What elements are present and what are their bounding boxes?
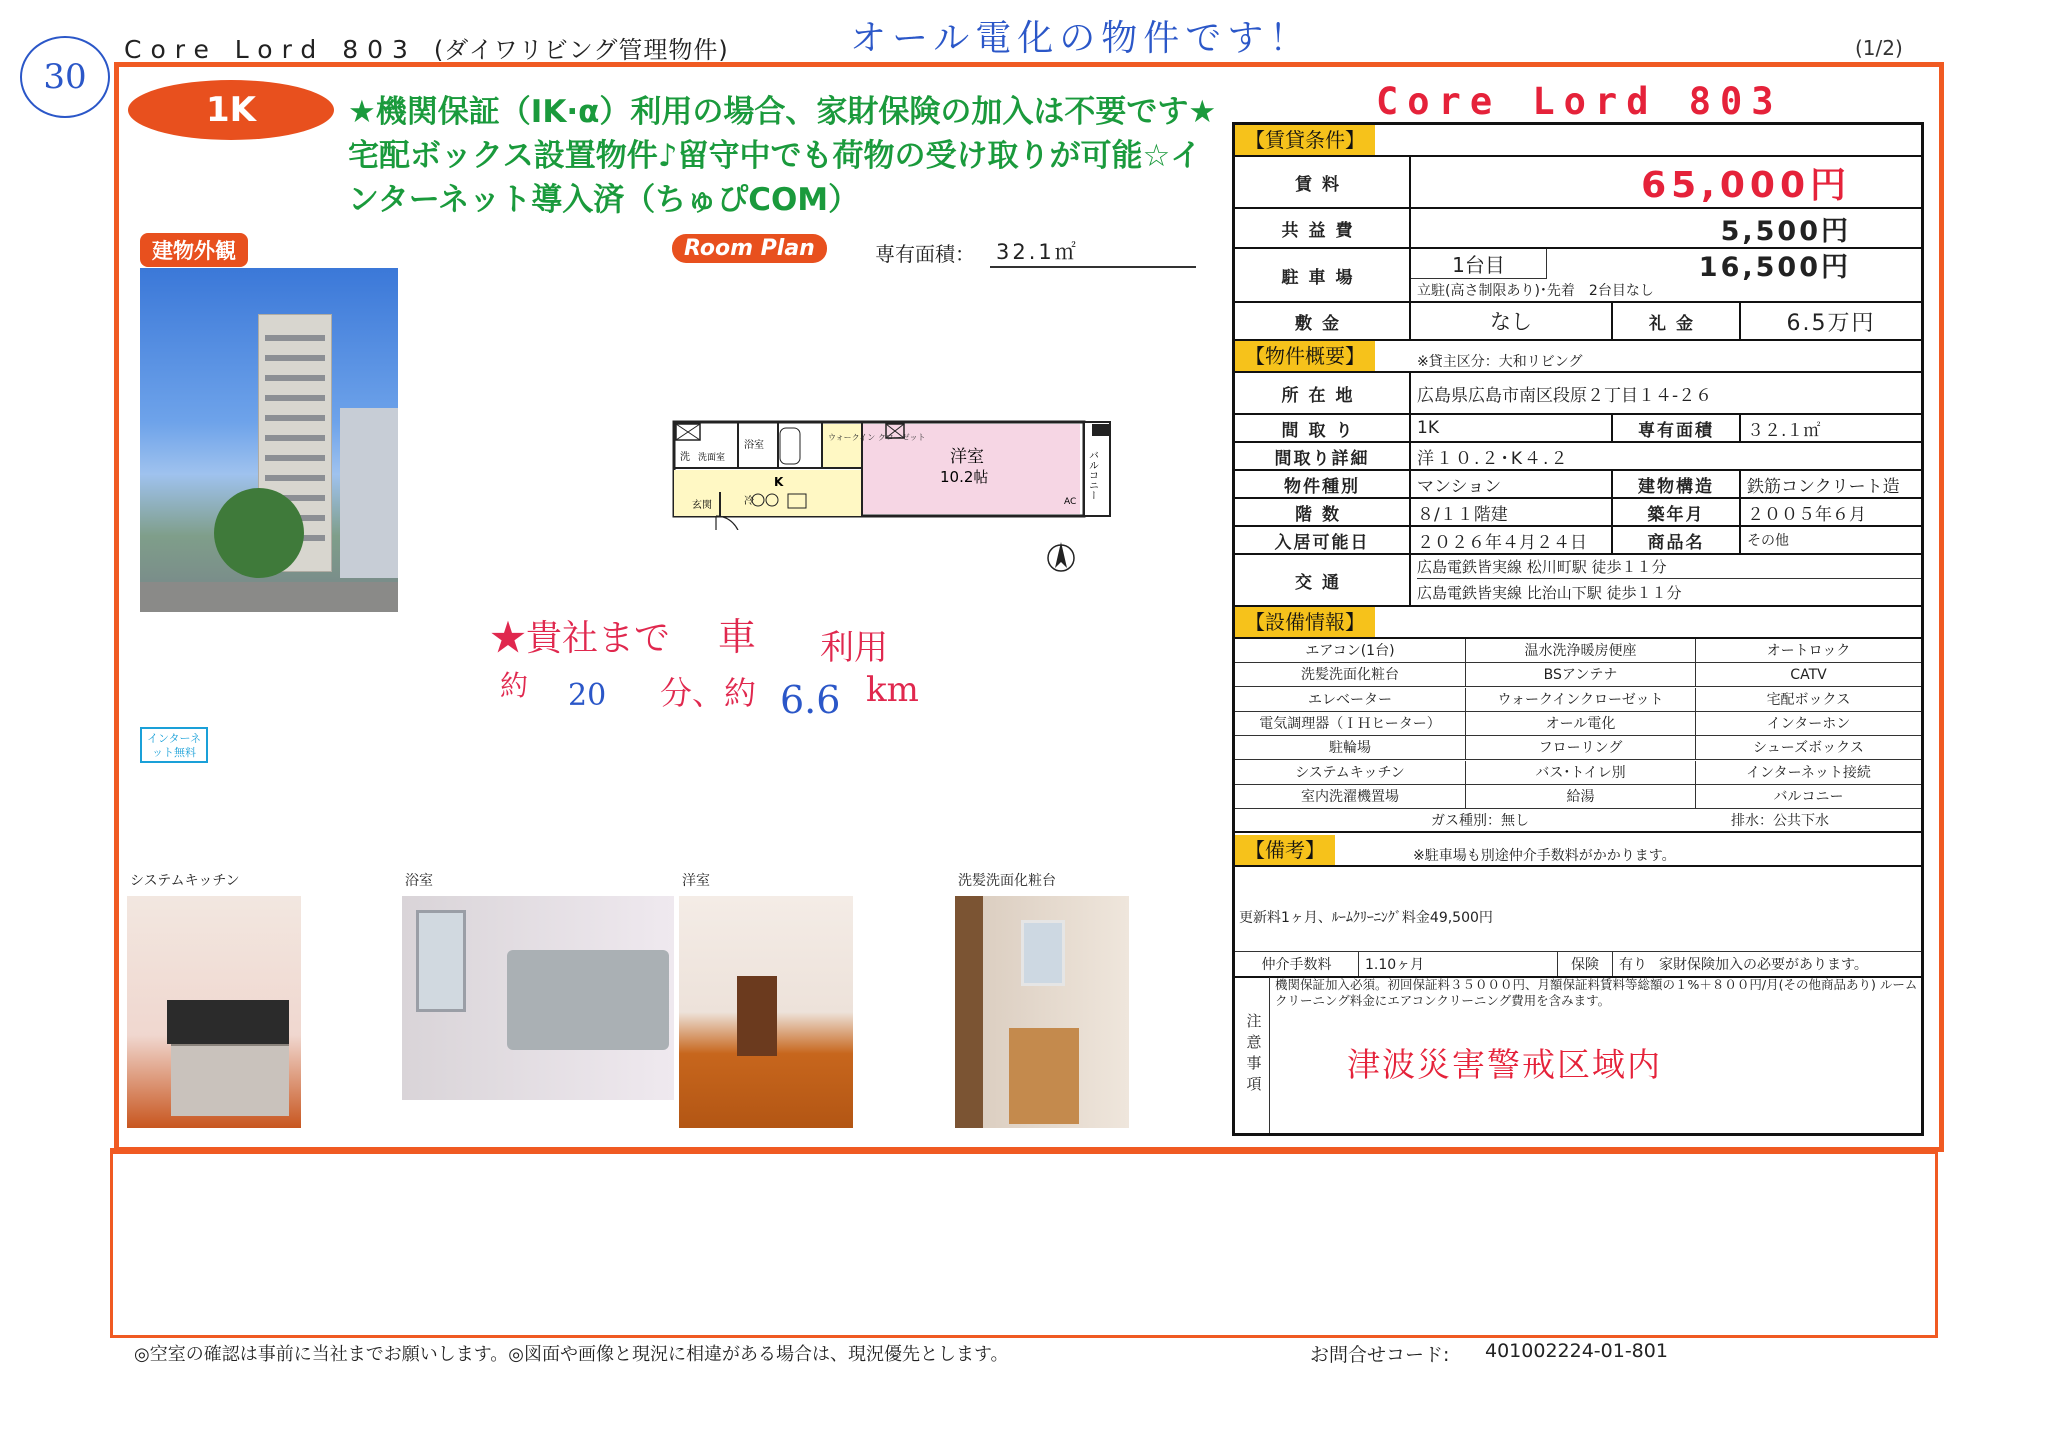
address-value: 広島県広島市南区段原２丁目１４-２６ [1417, 385, 1713, 406]
equipment-item: ウォークインクローゼット [1465, 688, 1695, 712]
tsunami-warning: 津波災害警戒区域内 [1347, 1045, 1662, 1084]
room-plan-tag: Room Plan [672, 234, 827, 263]
handwritten-distance-value: 6.6 [780, 678, 841, 722]
parking-label: 駐車場 [1235, 249, 1411, 301]
type-value: マンション [1417, 476, 1502, 497]
property-name: Core Lord 803 [1376, 80, 1783, 123]
floor-plan [672, 420, 1112, 530]
gas-note: ガス種別：無し [1431, 813, 1529, 829]
area-detail-label: 専有面積 [1611, 415, 1741, 441]
structure-label: 建物構造 [1611, 471, 1741, 497]
layout-label: 間取り [1235, 415, 1411, 441]
layout-badge: 1K [128, 80, 334, 140]
equipment-item: 室内洗濯機置場 [1235, 785, 1465, 809]
bathroom-photo [402, 896, 674, 1100]
equipment-item: エレベーター [1235, 688, 1465, 712]
handwritten-minutes-value: 20 [568, 678, 607, 713]
title-sub: (ダイワリビング管理物件) [433, 36, 729, 64]
equipment-item: 宅配ボックス [1695, 688, 1921, 712]
equipment-item: BSアンテナ [1465, 663, 1695, 687]
common-fee-label: 共益費 [1235, 209, 1411, 247]
document-title [124, 30, 729, 65]
plan-wash-label: 洗 [680, 452, 690, 463]
plan-room-label: 洋室 [950, 447, 984, 467]
deposit-label: 敷金 [1235, 303, 1411, 339]
equipment-item: 電気調理器（ＩＨヒーター） [1235, 712, 1465, 736]
plan-closet-label: ウォークイン クローゼット [828, 433, 926, 442]
equipment-item: 駐輪場 [1235, 736, 1465, 760]
common-fee-value: 5,500円 [1720, 215, 1851, 247]
internet-free-badge: インターネット無料 [140, 727, 208, 763]
address-label: 所在地 [1235, 373, 1411, 413]
equipment-grid [1235, 639, 1921, 809]
landlord-note: ※貸主区分：大和リビング [1417, 354, 1583, 370]
parking-first-car: 1台目 [1411, 249, 1547, 279]
equipment-item: インターネット接続 [1695, 761, 1921, 785]
parking-note: 立駐(高さ制限あり)･先着 2台目なし [1417, 283, 1654, 299]
rent-value: 65,000円 [1641, 164, 1851, 206]
layout-value: 1K [1417, 418, 1439, 438]
area-value: 32.1㎡ [990, 236, 1196, 268]
equipment-item: バス･トイレ別 [1465, 761, 1695, 785]
common-fee-row [1235, 209, 1921, 249]
equipment-item: 洗髪洗面化粧台 [1235, 663, 1465, 687]
kitchen-photo [127, 896, 301, 1128]
area-label: 専有面積： [875, 242, 975, 266]
plan-fridge-label: 冷 [744, 496, 754, 507]
title-main: Core Lord 803 [124, 35, 417, 64]
brokerage-value: 1.10ヶ月 [1365, 957, 1425, 973]
structure-value: 鉄筋コンクリート造 [1747, 476, 1900, 497]
plan-bath-label: 浴室 [744, 440, 764, 451]
built-label: 築年月 [1611, 499, 1741, 525]
photo-caption-vanity: 洗髪洗面化粧台 [958, 873, 1056, 889]
equipment-item: フローリング [1465, 736, 1695, 760]
renewal-note: 更新料1ヶ月、ﾙｰﾑｸﾘｰﾆﾝｸﾞ料金49,500円 [1239, 910, 1493, 926]
handwritten-to-your-office: ★貴社まで [490, 618, 671, 659]
equipment-item: バルコニー [1695, 785, 1921, 809]
floor-row [1235, 499, 1921, 527]
equipment-item: システムキッチン [1235, 761, 1465, 785]
lower-frame [110, 1148, 1938, 1338]
rent-row [1235, 157, 1921, 209]
equipment-item: インターホン [1695, 712, 1921, 736]
western-room-photo [679, 896, 853, 1128]
photo-caption-bath: 浴室 [405, 873, 433, 889]
footer-note: ◎空室の確認は事前に当社までお願いします。◎図面や画像と現況に相違がある場合は、現況優先とします。 [134, 1344, 1009, 1365]
built-value: ２００５年６月 [1747, 504, 1866, 525]
layout-detail-label: 間取り詳細 [1235, 443, 1411, 469]
exterior-tag: 建物外観 [140, 233, 248, 267]
brokerage-label: 仲介手数料 [1235, 952, 1359, 976]
deposit-row [1235, 303, 1921, 341]
area-detail-value: ３２.１㎡ [1747, 420, 1821, 441]
remarks-section-header: 【備考】 [1235, 835, 1335, 865]
transit-row [1235, 555, 1921, 607]
move-in-label: 入居可能日 [1235, 527, 1411, 553]
overview-section-header: 【物件概要】 [1235, 341, 1375, 371]
headline-text: ★機関保証（IK·α）利用の場合、家財保険の加入は不要です★宅配ボックス設置物件♪留守中でも荷物の受け取りが可能☆インターネット導入済（ちゅぴCOM） [348, 94, 1217, 218]
equipment-section-header: 【設備情報】 [1235, 607, 1375, 637]
plan-ac-label: AC [1064, 497, 1077, 507]
vanity-photo [955, 896, 1129, 1128]
page-number: (1/2) [1855, 36, 1903, 60]
insurance-label: 保険 [1557, 952, 1613, 976]
circled-page-number: 30 [20, 36, 110, 118]
handwritten-use: 利用 [820, 628, 888, 668]
handwritten-all-electric-note: オール電化の物件です！ [850, 18, 1312, 59]
product-label: 商品名 [1611, 527, 1741, 553]
key-money-label: 礼金 [1611, 303, 1741, 339]
plan-room-size: 10.2帖 [940, 468, 989, 486]
deposit-value: なし [1490, 310, 1532, 334]
type-label: 物件種別 [1235, 471, 1411, 497]
remarks-parking-note: ※駐車場も別途仲介手数料がかかります。 [1413, 848, 1676, 864]
layout-detail-value: 洋１０.２･K４.２ [1417, 448, 1570, 469]
insurance-note: 家財保険加入の必要があります。 [1659, 957, 1868, 973]
type-row [1235, 471, 1921, 499]
equipment-item: 給湯 [1465, 785, 1695, 809]
transit-line-1: 広島電鉄皆実線 松川町駅 徒歩１１分 [1417, 555, 1921, 579]
transit-label: 交通 [1235, 555, 1411, 605]
equipment-item: シューズボックス [1695, 736, 1921, 760]
layout-row [1235, 415, 1921, 443]
photo-caption-room: 洋室 [682, 873, 710, 889]
key-money-value: 6.5万円 [1786, 310, 1876, 336]
building-exterior-photo [140, 268, 398, 612]
floor-value: ８/１１階建 [1417, 504, 1508, 525]
layout-detail-row [1235, 443, 1921, 471]
equipment-item: CATV [1695, 663, 1921, 687]
equipment-item: オートロック [1695, 639, 1921, 663]
plan-entrance-label: 玄関 [692, 500, 712, 511]
address-row [1235, 373, 1921, 415]
equipment-item: 温水洗浄暖房便座 [1465, 639, 1695, 663]
equipment-item: オール電化 [1465, 712, 1695, 736]
inquiry-code-label: お問合せコード: [1310, 1344, 1450, 1366]
product-value: その他 [1747, 533, 1789, 549]
handwritten-car: 車 [718, 615, 757, 659]
transit-line-2: 広島電鉄皆実線 比治山下駅 徒歩１１分 [1417, 583, 1682, 602]
plan-washroom-label: 洗面室 [698, 453, 726, 463]
move-in-row [1235, 527, 1921, 555]
handwritten-minutes-approx: 分、約 [660, 674, 757, 712]
rent-section-header: 【賃貸条件】 [1235, 125, 1375, 155]
gas-drain-row [1235, 809, 1921, 833]
drain-note: 排水：公共下水 [1731, 813, 1829, 829]
north-arrow-icon [1046, 540, 1076, 574]
handwritten-approx: 約 [500, 669, 529, 702]
plan-balcony-label: バルコニー [1086, 450, 1098, 500]
caution-label: 注意事項 [1239, 977, 1270, 1133]
handwritten-km: km [866, 670, 919, 710]
rent-label: 賃料 [1235, 157, 1411, 207]
photo-caption-kitchen: システムキッチン [130, 873, 240, 889]
floor-label: 階数 [1235, 499, 1411, 525]
parking-value: 16,500円 [1698, 251, 1851, 283]
conditions-panel [1232, 122, 1924, 1136]
brokerage-row [1235, 951, 1921, 978]
insurance-value: 有り [1619, 957, 1647, 973]
caution-text: 機関保証加入必須。初回保証料３５０００円、月額保証料賃料等総額の１%＋８００円/月(その他商品あり) ルームクリーニング料金にエアコンクリーニング費用を含みます。 [1275, 977, 1918, 1008]
parking-row [1235, 249, 1921, 303]
move-in-value: ２０２６年４月２４日 [1417, 532, 1587, 553]
equipment-item: エアコン(1台) [1235, 639, 1465, 663]
inquiry-code-value: 401002224-01-801 [1485, 1340, 1668, 1362]
plan-kitchen-label: K [774, 475, 784, 489]
